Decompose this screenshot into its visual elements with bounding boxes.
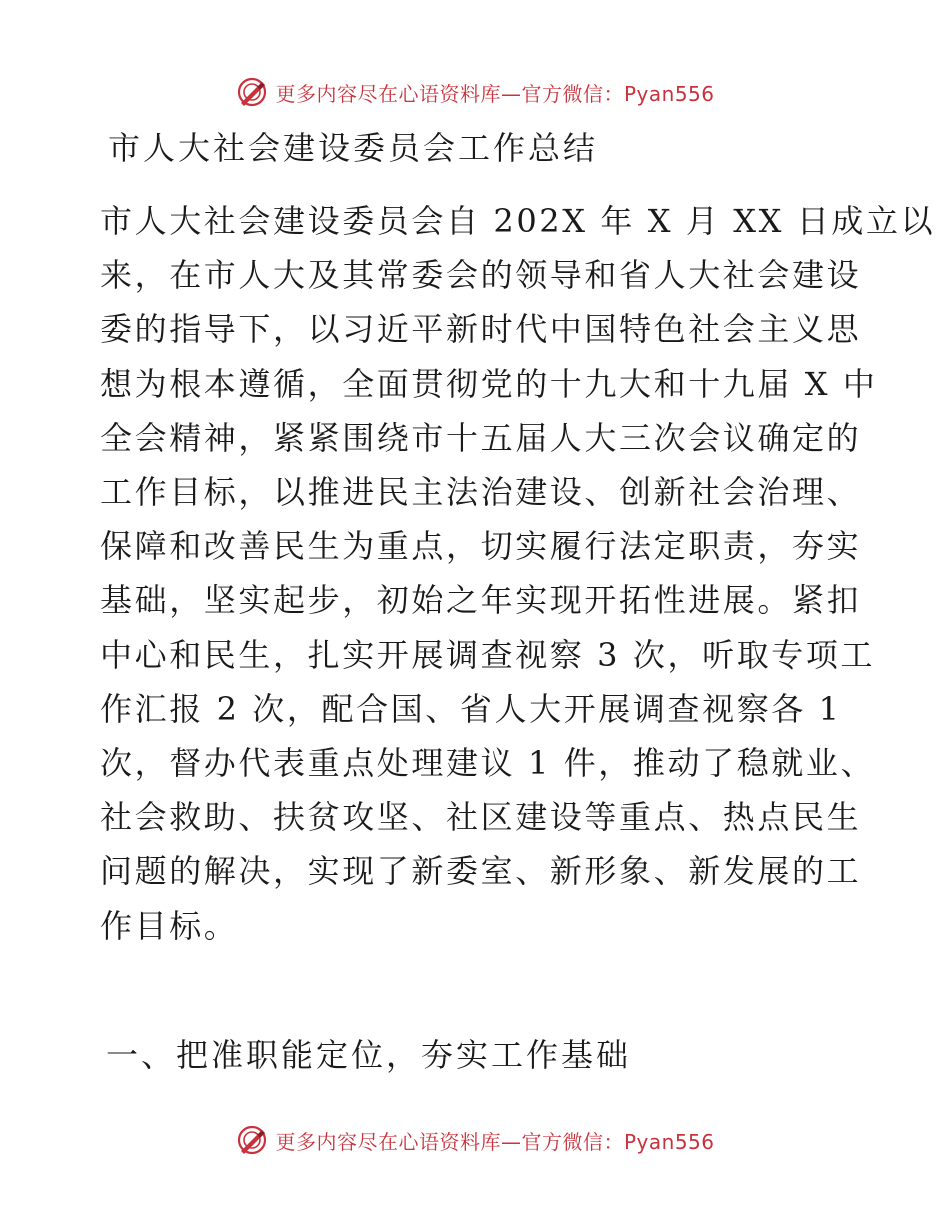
paragraph-line: 中心和民生，扎实开展调查视察 3 次，听取专项工 [100,635,876,674]
paragraph-line: 来，在市人大及其常委会的领导和省人大社会建设 [100,256,862,295]
watermark-wechat-id: Pyan556 [623,81,715,106]
watermark-footer [0,1120,950,1160]
document-title: 市人大社会建设委员会工作总结 [108,129,599,167]
paragraph-line: 全会精神，紧紧围绕市十五届人大三次会议确定的 [100,418,862,457]
paragraph-line: 作目标。 [100,906,239,945]
watermark-text: 更多内容尽在心语资料库—官方微信：Pyan556 [275,81,715,106]
paragraph-line: 委的指导下，以习近平新时代中国特色社会主义思 [100,310,862,349]
watermark-header [0,72,950,112]
pen-logo-icon [235,1123,269,1157]
section-heading: 一、把准职能定位，夯实工作基础 [106,1036,632,1074]
body-paragraph [100,194,936,953]
paragraph-line: 社会救助、扶贫攻坚、社区建设等重点、热点民生 [100,798,862,837]
paragraph-line: 问题的解决，实现了新委室、新形象、新发展的工 [100,852,862,891]
paragraph-line: 工作目标，以推进民主法治建设、创新社会治理、 [100,473,862,512]
paragraph-line: 次，督办代表重点处理建议 1 件，推动了稳就业、 [100,744,876,783]
paragraph-line: 市人大社会建设委员会自 202X 年 X 月 XX 日成立以 [100,202,936,240]
pen-logo-icon [235,75,269,109]
paragraph-line: 保障和改善民生为重点，切实履行法定职责，夯实 [100,527,862,566]
paragraph-line: 基础，坚实起步，初始之年实现开拓性进展。紧扣 [100,581,862,620]
watermark-wechat-id: Pyan556 [623,1129,715,1154]
paragraph-line: 想为根本遵循，全面贯彻党的十九大和十九届 X 中 [100,364,878,403]
watermark-text: 更多内容尽在心语资料库—官方微信：Pyan556 [275,1129,715,1154]
paragraph-line: 作汇报 2 次，配合国、省人大开展调查视察各 1 [100,689,842,728]
